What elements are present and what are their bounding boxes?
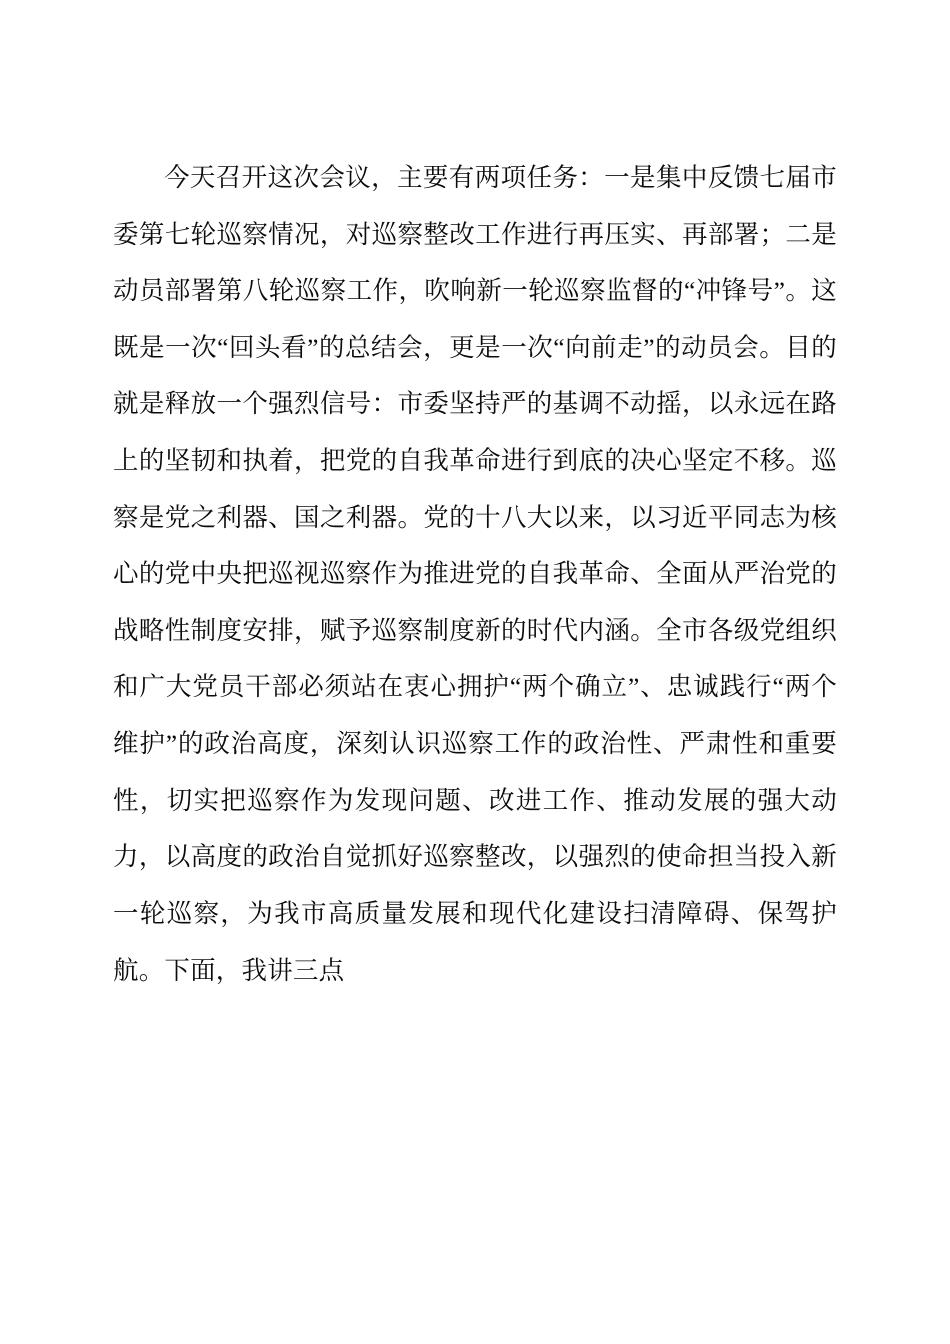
- body-paragraph: 今天召开这次会议，主要有两项任务：一是集中反馈七届市委第七轮巡察情况，对巡察整改工作进行再压实、再部署；二是动员部署第八轮巡察工作，吹响新一轮巡察监督的“冲锋号”。这既是一次“回头看”的总结会，更是一次“向前走”的动员会。目的就是释放一个强烈信号：市委坚持严的基调不动摇，以永远在路上的坚韧和执着，把党的自我革命进行到底的决心坚定不移。巡察是党之利器、国之利器。党的十八大以来，以习近平同志为核心的党中央把巡视巡察作为推进党的自我革命、全面从严治党的战略性制度安排，赋予巡察制度新的时代内涵。全市各级党组织和广大党员干部必须站在衷心拥护“两个确立”、忠诚践行“两个维护”的政治高度，深刻认识巡察工作的政治性、严肃性和重要性，切实把巡察作为发现问题、改进工作、推动发展的强大动力，以高度的政治自觉抓好巡察整改，以强烈的使命担当投入新一轮巡察，为我市高质量发展和现代化建设扫清障碍、保驾护航。下面，我讲三点: [113, 163, 837, 985]
- document-body: [113, 150, 837, 999]
